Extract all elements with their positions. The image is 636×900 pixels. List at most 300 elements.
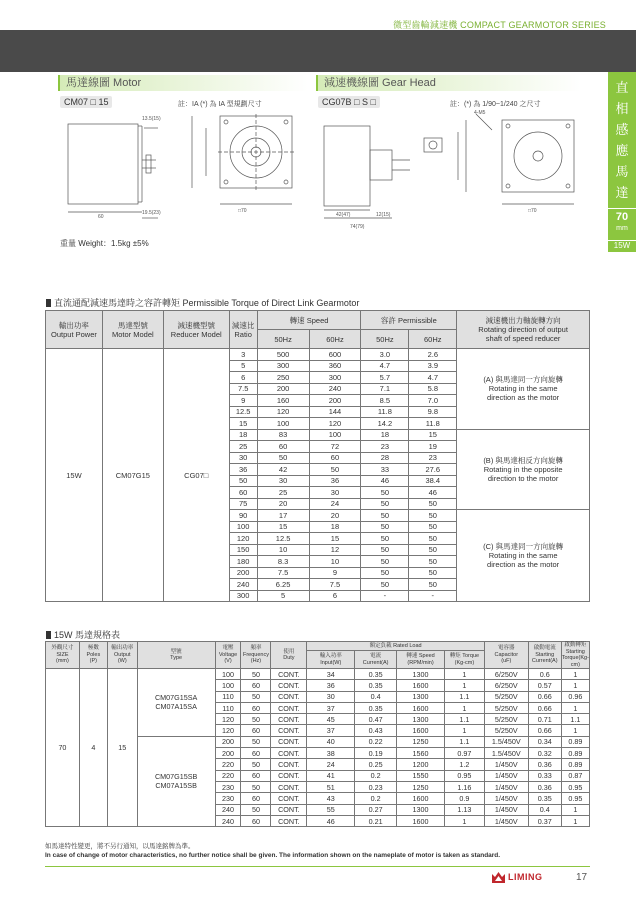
speed-cell: 1300	[397, 691, 445, 702]
speed-60hz-cell: 200	[309, 395, 361, 407]
header-text: 減速機出力軸旋轉方向	[485, 316, 561, 325]
header-direction	[457, 311, 590, 349]
ratio-cell: 60	[229, 487, 257, 499]
spec-header-capacitor	[484, 642, 528, 669]
starting-torque-cell: 0.95	[561, 781, 589, 792]
header-text: 轉矩 Torque	[449, 653, 480, 660]
starting-torque-cell: 1	[561, 702, 589, 713]
torque-50hz-cell: 46	[361, 475, 409, 487]
frequency-cell: 50	[241, 781, 271, 792]
speed-50hz-cell: 500	[257, 349, 309, 361]
torque-table-body	[46, 349, 590, 602]
speed-50hz-cell: 10	[257, 544, 309, 556]
gearhead-dimension-drawing	[316, 108, 581, 233]
voltage-cell: 110	[215, 702, 241, 713]
ratio-cell: 200	[229, 567, 257, 579]
torque-60hz-cell: 5.8	[409, 383, 457, 395]
capacitor-cell: 1.5/450V	[484, 748, 528, 759]
speed-60hz-cell: 50	[309, 464, 361, 476]
spec-header-speed	[397, 651, 445, 669]
type-text: CM07A15SB	[155, 781, 197, 791]
torque-50hz-cell: 23	[361, 441, 409, 453]
header-text: Capacitor	[494, 651, 519, 658]
spec-header-torque	[444, 651, 484, 669]
header-text: 馬達型號	[117, 320, 148, 330]
dim-text: 60	[98, 214, 104, 220]
torque-cell: 1.1	[444, 691, 484, 702]
input-cell: 40	[307, 736, 355, 747]
voltage-cell: 120	[215, 714, 241, 725]
input-cell: 37	[307, 725, 355, 736]
header-torque-60hz: 60Hz	[409, 330, 457, 349]
header-text: 頻率	[250, 645, 262, 652]
speed-60hz-cell: 9	[309, 567, 361, 579]
current-cell: 0.2	[355, 770, 397, 781]
current-cell: 0.23	[355, 781, 397, 792]
header-text: (P)	[89, 658, 97, 665]
torque-50hz-cell: 50	[361, 510, 409, 522]
frequency-cell: 50	[241, 669, 271, 680]
rotation-direction-cell	[457, 349, 590, 430]
header-text: Type	[170, 655, 183, 661]
torque-50hz-cell: 33	[361, 464, 409, 476]
spec-table-body	[46, 669, 590, 827]
speed-60hz-cell: 12	[309, 544, 361, 556]
speed-50hz-cell: 160	[257, 395, 309, 407]
brand-name: LIMING	[508, 872, 543, 882]
duty-cell: CONT.	[271, 815, 307, 826]
spec-table-title: 15W 馬達規格表	[46, 628, 120, 641]
torque-60hz-cell: 15	[409, 429, 457, 441]
starting-current-cell: 0.66	[528, 725, 561, 736]
motor-note: 註：IA (*) 為 IA 型規劃尺寸	[178, 101, 262, 108]
header-motor-model	[102, 311, 163, 349]
capacitor-cell: 5/250V	[484, 702, 528, 713]
spec-header-current	[355, 651, 397, 669]
speed-cell: 1250	[397, 736, 445, 747]
speed-60hz-cell: 10	[309, 556, 361, 568]
header-text: Motor Model	[112, 329, 154, 339]
power-rating: 15W	[613, 241, 631, 250]
gearhead-note: 註：(*) 為 1/90~1/240 之尺寸	[450, 101, 541, 108]
size-cell: 70	[46, 669, 80, 827]
starting-torque-cell: 0.96	[561, 691, 589, 702]
starting-current-cell: 0.37	[528, 815, 561, 826]
input-cell: 24	[307, 759, 355, 770]
poles-cell: 4	[79, 669, 107, 827]
ratio-cell: 100	[229, 521, 257, 533]
side-tab-char: 馬	[615, 165, 629, 180]
torque-cell: 0.95	[444, 770, 484, 781]
output-power-cell: 15W	[46, 349, 103, 602]
voltage-cell: 220	[215, 770, 241, 781]
ratio-cell: 50	[229, 475, 257, 487]
speed-cell: 1600	[397, 793, 445, 804]
motor-model-cell: CM07G15	[102, 349, 163, 602]
speed-60hz-cell: 30	[309, 487, 361, 499]
dim-text: 12(15)	[376, 212, 391, 218]
starting-torque-cell: 1	[561, 725, 589, 736]
speed-50hz-cell: 30	[257, 475, 309, 487]
input-cell: 55	[307, 804, 355, 815]
torque-60hz-cell: 9.8	[409, 406, 457, 418]
torque-60hz-cell: 50	[409, 498, 457, 510]
torque-60hz-cell: 50	[409, 544, 457, 556]
side-tab-char: 達	[615, 186, 629, 201]
header-text: Output Power	[51, 329, 97, 339]
current-cell: 0.27	[355, 804, 397, 815]
speed-50hz-cell: 200	[257, 383, 309, 395]
duty-cell: CONT.	[271, 793, 307, 804]
torque-cell: 0.97	[444, 748, 484, 759]
ratio-cell: 180	[229, 556, 257, 568]
torque-60hz-cell: 50	[409, 579, 457, 591]
duty-cell: CONT.	[271, 702, 307, 713]
torque-60hz-cell: 50	[409, 510, 457, 522]
starting-current-cell: 0.66	[528, 691, 561, 702]
torque-cell: 1	[444, 815, 484, 826]
speed-cell: 1550	[397, 770, 445, 781]
input-cell: 34	[307, 669, 355, 680]
side-tab-char: 應	[615, 144, 629, 159]
starting-torque-cell: 0.87	[561, 770, 589, 781]
frequency-cell: 60	[241, 793, 271, 804]
header-text: 轉速 Speed	[406, 653, 435, 660]
current-cell: 0.19	[355, 748, 397, 759]
spec-header-duty	[271, 642, 307, 669]
spec-header-type	[137, 642, 215, 669]
speed-50hz-cell: 5	[257, 590, 309, 602]
speed-50hz-cell: 60	[257, 441, 309, 453]
torque-60hz-cell: 19	[409, 441, 457, 453]
spec-header-frequency	[241, 642, 271, 669]
torque-cell: 1.1	[444, 736, 484, 747]
gearhead-section-title: 減速機線圖 Gear Head	[324, 77, 436, 89]
speed-50hz-cell: 20	[257, 498, 309, 510]
torque-60hz-cell: 50	[409, 521, 457, 533]
current-cell: 0.35	[355, 702, 397, 713]
frequency-cell: 60	[241, 725, 271, 736]
spec-table	[45, 641, 590, 827]
footnote-chinese: 如馬達特性變更，將不另行通知，以馬達銘牌為準。	[45, 843, 195, 850]
starting-torque-cell: 1	[561, 669, 589, 680]
ratio-cell: 9	[229, 395, 257, 407]
current-cell: 0.43	[355, 725, 397, 736]
header-text: 減速機型號	[177, 320, 215, 330]
speed-cell: 1300	[397, 669, 445, 680]
voltage-cell: 220	[215, 759, 241, 770]
header-text: 外觀尺寸	[51, 645, 74, 652]
speed-50hz-cell: 83	[257, 429, 309, 441]
torque-cell: 1.16	[444, 781, 484, 792]
speed-60hz-cell: 15	[309, 533, 361, 545]
series-title: 微型齒輪減速機 COMPACT GEARMOTOR SERIES	[393, 20, 606, 30]
ratio-cell: 18	[229, 429, 257, 441]
side-tab-char: 感	[615, 123, 629, 138]
starting-current-cell: 0.34	[528, 736, 561, 747]
torque-50hz-cell: 11.8	[361, 406, 409, 418]
duty-cell: CONT.	[271, 725, 307, 736]
speed-60hz-cell: 6	[309, 590, 361, 602]
starting-current-cell: 0.6	[528, 669, 561, 680]
header-speed: 轉速 Speed	[257, 311, 361, 330]
header-text: 啟動轉矩	[564, 642, 587, 648]
current-cell: 0.35	[355, 669, 397, 680]
torque-50hz-cell: 28	[361, 452, 409, 464]
torque-cell: 1.1	[444, 714, 484, 725]
rotation-direction-cell	[457, 429, 590, 510]
capacitor-cell: 1.5/450V	[484, 736, 528, 747]
header-ratio	[229, 311, 257, 349]
header-text: 輸出功率	[58, 320, 89, 330]
gearhead-section-heading	[316, 75, 581, 91]
starting-torque-cell: 0.89	[561, 736, 589, 747]
voltage-cell: 230	[215, 793, 241, 804]
starting-torque-cell: 0.89	[561, 759, 589, 770]
ratio-cell: 5	[229, 360, 257, 372]
voltage-cell: 240	[215, 815, 241, 826]
speed-60hz-cell: 120	[309, 418, 361, 430]
speed-60hz-cell: 36	[309, 475, 361, 487]
type-cell	[137, 669, 215, 737]
input-cell: 41	[307, 770, 355, 781]
starting-torque-cell: 1	[561, 804, 589, 815]
header-text: (Kg-cm)	[454, 659, 475, 666]
torque-60hz-cell: -	[409, 590, 457, 602]
side-tab-divider	[608, 208, 636, 209]
speed-60hz-cell: 7.5	[309, 579, 361, 591]
torque-50hz-cell: 14.2	[361, 418, 409, 430]
duty-cell: CONT.	[271, 736, 307, 747]
voltage-cell: 100	[215, 680, 241, 691]
header-text: Duty	[283, 655, 295, 661]
ratio-cell: 6	[229, 372, 257, 384]
header-text: (RPM/min)	[407, 659, 434, 666]
ratio-cell: 25	[229, 441, 257, 453]
speed-50hz-cell: 25	[257, 487, 309, 499]
frequency-cell: 60	[241, 748, 271, 759]
rotation-direction-text: Rotating in the same	[488, 384, 558, 394]
torque-row	[46, 349, 590, 361]
header-text: (V)	[224, 658, 232, 665]
header-text: (mm)	[56, 658, 69, 665]
torque-cell: 1	[444, 669, 484, 680]
duty-cell: CONT.	[271, 770, 307, 781]
page-number: 17	[576, 872, 588, 883]
type-text: CM07G15SB	[154, 772, 198, 782]
rotation-direction-text: (C) 與馬達同一方向旋轉	[483, 542, 564, 551]
spec-header-starting-torque	[561, 642, 589, 669]
duty-cell: CONT.	[271, 669, 307, 680]
speed-50hz-cell: 8.3	[257, 556, 309, 568]
torque-table-title: 直流通配減速馬達時之容許轉矩 Permissible Torque of Direct Link Gearmotor	[46, 296, 359, 309]
spec-header-output	[107, 642, 137, 669]
header-text: 電流	[370, 653, 382, 660]
torque-50hz-cell: -	[361, 590, 409, 602]
ratio-cell: 300	[229, 590, 257, 602]
header-speed-50hz: 50Hz	[257, 330, 309, 349]
spec-header-voltage	[215, 642, 241, 669]
dim-text: 74(79)	[350, 224, 365, 230]
motor-weight: 重量 Weight：1.5kg ±5%	[60, 239, 149, 248]
torque-60hz-cell: 2.6	[409, 349, 457, 361]
header-text: Rotating direction of output	[478, 325, 568, 334]
header-text: Frequency	[242, 651, 269, 658]
header-text: 電壓	[222, 645, 234, 652]
torque-table	[45, 310, 590, 602]
torque-50hz-cell: 50	[361, 544, 409, 556]
speed-cell: 1600	[397, 702, 445, 713]
torque-cell: 1	[444, 702, 484, 713]
type-cell	[137, 736, 215, 826]
footer-rule	[45, 866, 590, 867]
speed-60hz-cell: 72	[309, 441, 361, 453]
torque-50hz-cell: 5.7	[361, 372, 409, 384]
rotation-direction-text: direction as the motor	[487, 393, 560, 403]
duty-cell: CONT.	[271, 714, 307, 725]
speed-50hz-cell: 7.5	[257, 567, 309, 579]
spec-header-starting-current	[528, 642, 561, 669]
capacitor-cell: 1/450V	[484, 759, 528, 770]
ratio-cell: 75	[229, 498, 257, 510]
torque-50hz-cell: 7.1	[361, 383, 409, 395]
side-tab-char: 直	[615, 81, 629, 96]
current-cell: 0.4	[355, 691, 397, 702]
speed-50hz-cell: 15	[257, 521, 309, 533]
starting-current-cell: 0.66	[528, 702, 561, 713]
frequency-cell: 50	[241, 714, 271, 725]
ratio-cell: 7.5	[229, 383, 257, 395]
header-text: 啟動電流	[533, 645, 556, 652]
side-tab-char: 相	[615, 102, 629, 117]
frequency-cell: 60	[241, 680, 271, 691]
speed-50hz-cell: 6.25	[257, 579, 309, 591]
speed-50hz-cell: 12.5	[257, 533, 309, 545]
dim-text: 13.5(15)	[142, 116, 161, 122]
speed-cell: 1600	[397, 680, 445, 691]
current-cell: 0.2	[355, 793, 397, 804]
rotation-direction-text: direction to the motor	[487, 473, 559, 483]
header-text: Output	[114, 651, 131, 658]
dim-text: □70	[238, 208, 247, 214]
starting-current-cell: 0.36	[528, 781, 561, 792]
starting-current-cell: 0.32	[528, 748, 561, 759]
capacitor-cell: 5/250V	[484, 691, 528, 702]
voltage-cell: 100	[215, 669, 241, 680]
speed-60hz-cell: 144	[309, 406, 361, 418]
motor-dimension-drawing	[58, 108, 308, 236]
header-speed-60hz: 60Hz	[309, 330, 361, 349]
header-text: Reducer Model	[170, 329, 222, 339]
starting-current-cell: 0.71	[528, 714, 561, 725]
input-cell: 43	[307, 793, 355, 804]
header-text: 使用	[283, 648, 295, 655]
current-cell: 0.21	[355, 815, 397, 826]
capacitor-cell: 6/250V	[484, 669, 528, 680]
motor-section-title: 馬達線圖 Motor	[66, 77, 142, 89]
motor-section-heading	[58, 75, 308, 91]
speed-60hz-cell: 60	[309, 452, 361, 464]
duty-cell: CONT.	[271, 804, 307, 815]
header-torque-50hz: 50Hz	[361, 330, 409, 349]
voltage-cell: 110	[215, 691, 241, 702]
speed-50hz-cell: 42	[257, 464, 309, 476]
spec-row	[46, 669, 590, 680]
starting-current-cell: 0.35	[528, 793, 561, 804]
capacitor-cell: 1/450V	[484, 770, 528, 781]
dim-text: 4-M5	[474, 110, 486, 116]
voltage-cell: 200	[215, 748, 241, 759]
input-cell: 38	[307, 748, 355, 759]
current-cell: 0.47	[355, 714, 397, 725]
header-text: Torque(Kg-cm)	[561, 655, 589, 668]
header-text: (uF)	[501, 658, 512, 665]
torque-60hz-cell: 50	[409, 533, 457, 545]
torque-cell: 1	[444, 680, 484, 691]
rotation-direction-text: Rotating in the opposite	[483, 464, 563, 474]
frequency-cell: 60	[241, 815, 271, 826]
torque-50hz-cell: 4.7	[361, 360, 409, 372]
torque-50hz-cell: 18	[361, 429, 409, 441]
spec-header-input	[307, 651, 355, 669]
speed-60hz-cell: 24	[309, 498, 361, 510]
ratio-cell: 12.5	[229, 406, 257, 418]
speed-50hz-cell: 50	[257, 452, 309, 464]
starting-current-cell: 0.33	[528, 770, 561, 781]
torque-60hz-cell: 11.8	[409, 418, 457, 430]
output-cell: 15	[107, 669, 137, 827]
torque-60hz-cell: 3.9	[409, 360, 457, 372]
input-cell: 37	[307, 702, 355, 713]
rotation-direction-cell	[457, 510, 590, 602]
header-reducer-model	[163, 311, 229, 349]
starting-torque-cell: 1	[561, 680, 589, 691]
torque-cell: 1.13	[444, 804, 484, 815]
torque-60hz-cell: 46	[409, 487, 457, 499]
ratio-cell: 150	[229, 544, 257, 556]
category-side-tab	[608, 72, 636, 252]
header-text: Current(A)	[531, 658, 558, 665]
torque-50hz-cell: 50	[361, 579, 409, 591]
reducer-model-cell: CG07□	[163, 349, 229, 602]
frequency-cell: 50	[241, 691, 271, 702]
ratio-cell: 90	[229, 510, 257, 522]
starting-torque-cell: 1	[561, 815, 589, 826]
speed-50hz-cell: 300	[257, 360, 309, 372]
speed-60hz-cell: 20	[309, 510, 361, 522]
header-text: 輸入功率	[319, 653, 342, 660]
torque-60hz-cell: 7.0	[409, 395, 457, 407]
frame-size-unit: mm	[616, 225, 628, 232]
input-cell: 30	[307, 691, 355, 702]
header-text: Starting	[565, 648, 585, 655]
torque-60hz-cell: 38.4	[409, 475, 457, 487]
input-cell: 46	[307, 815, 355, 826]
duty-cell: CONT.	[271, 680, 307, 691]
header-text: Current(A)	[362, 659, 389, 666]
liming-logo-icon	[492, 872, 505, 883]
header-text: Starting	[535, 651, 555, 658]
motor-model	[60, 97, 112, 107]
voltage-cell: 120	[215, 725, 241, 736]
speed-50hz-cell: 100	[257, 418, 309, 430]
current-cell: 0.25	[355, 759, 397, 770]
duty-cell: CONT.	[271, 781, 307, 792]
rotation-direction-text: (B) 與馬達相反方向旋轉	[483, 455, 563, 465]
frame-size-number: 70	[615, 211, 629, 223]
speed-50hz-cell: 17	[257, 510, 309, 522]
torque-50hz-cell: 8.5	[361, 395, 409, 407]
